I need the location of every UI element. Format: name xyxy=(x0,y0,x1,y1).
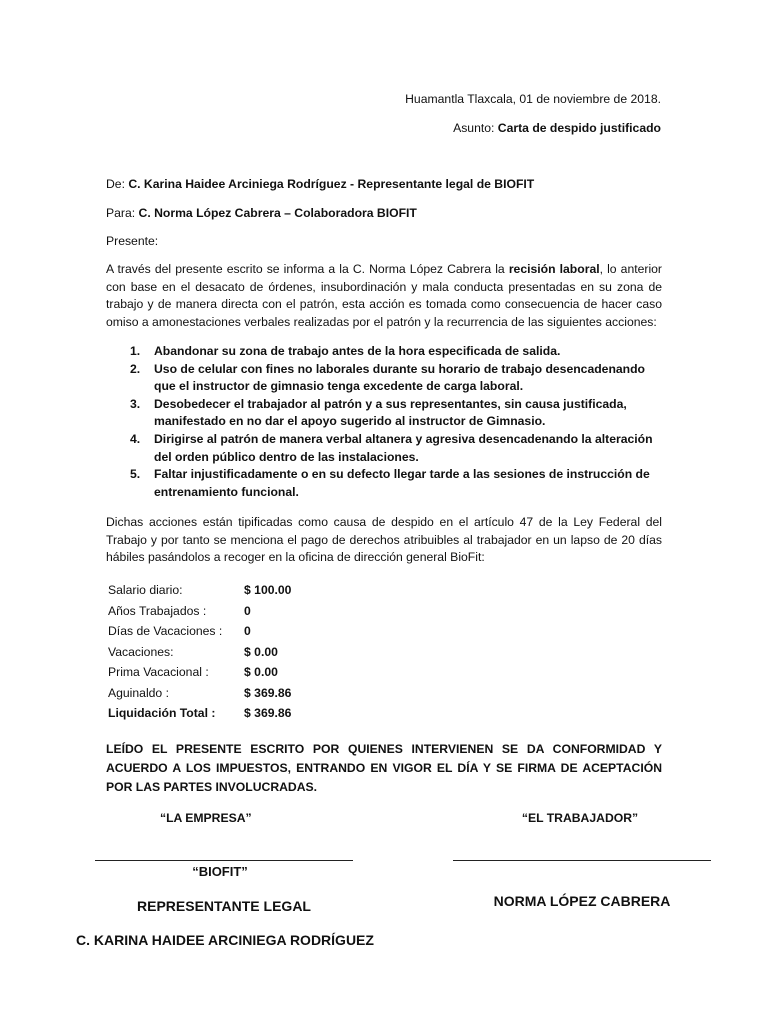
to-label: Para: xyxy=(106,206,139,220)
settlement-label: Vacaciones: xyxy=(108,644,174,659)
settlement-value: 0 xyxy=(244,603,251,618)
company-signature-line xyxy=(95,860,353,861)
intro-paragraph xyxy=(106,261,662,331)
settlement-value: $ 0.00 xyxy=(244,665,278,680)
agreement-paragraph: LEÍDO EL PRESENTE ESCRITO POR QUIENES INTERVIENEN SE DA CONFORMIDAD Y ACUERDO A LOS IMPUESTOS, ENTRANDO EN VIGOR EL DÍA Y SE FIRMA DE ACEPTACIÓN POR LAS PARTES INVOLUCRADAS. xyxy=(106,742,662,794)
list-item-text: Desobedecer el trabajador al patrón y a sus representantes, sin causa justificada, manifestado en no dar el apoyo sugerido al instructor de Gimnasio. xyxy=(154,396,627,429)
list-item-number: 2. xyxy=(130,361,141,376)
subject-label: Asunto: xyxy=(453,121,498,135)
list-item-text: Faltar injustificadamente o en su defecto llegar tarde a las sesiones de instrucción de entrenamiento funcional. xyxy=(154,467,650,499)
list-item xyxy=(130,361,662,396)
table-row xyxy=(104,601,295,622)
company-role: REPRESENTANTE LEGAL xyxy=(137,898,311,914)
list-item-number: 3. xyxy=(130,396,141,411)
worker-signature-line xyxy=(453,860,711,861)
company-name: “BIOFIT” xyxy=(192,864,248,879)
to-text: C. Norma López Cabrera – Colaboradora BIOFIT xyxy=(138,206,417,220)
list-item-number: 4. xyxy=(130,431,141,446)
settlement-total-label: Liquidación Total : xyxy=(108,706,216,721)
list-item xyxy=(130,466,662,501)
table-row xyxy=(104,642,295,663)
settlement-label: Días de Vacaciones : xyxy=(108,624,223,639)
settlement-total-value: $ 369.86 xyxy=(244,706,292,721)
list-item xyxy=(130,431,662,466)
settlement-label: Aguinaldo : xyxy=(108,685,169,700)
intro-bold: recisión laboral xyxy=(508,262,600,276)
to-line xyxy=(106,205,417,223)
settlement-value: $ 369.86 xyxy=(244,685,292,700)
from-line xyxy=(106,176,534,194)
list-item-text: Abandonar su zona de trabajo antes de la hora especificada de salida. xyxy=(154,344,561,358)
settlement-value: $ 100.00 xyxy=(244,583,292,598)
settlement-value: 0 xyxy=(244,624,251,639)
from-text: C. Karina Haidee Arciniega Rodríguez - Representante legal de BIOFIT xyxy=(128,177,535,191)
actions-list xyxy=(130,343,662,501)
list-item-text: Uso de celular con fines no laborales durante su horario de trabajo desencadenando que el instructor de gimnasio tenga excedente de carga laboral. xyxy=(154,361,646,394)
table-row xyxy=(104,580,295,601)
settlement-value: $ 0.00 xyxy=(244,644,278,659)
list-item xyxy=(130,343,662,361)
party-company-label: “LA EMPRESA” xyxy=(160,811,252,825)
intro-text-b: , lo anterior con base en el desacato de órdenes, insubordinación y mala conducta presentadas en su zona de trabajo y de manera directa con el patrón, esta acción es tomada como consecuencia de hacer caso omiso a amonestaciones verbales realizadas por el patrón y la recurrencia de las siguientes acciones: xyxy=(106,262,662,329)
from-label: De: xyxy=(106,177,129,191)
list-item xyxy=(130,396,662,431)
company-signer: C. KARINA HAIDEE ARCINIEGA RODRÍGUEZ xyxy=(76,932,374,948)
settlement-label: Prima Vacacional : xyxy=(108,665,209,680)
list-item-number: 1. xyxy=(130,344,141,358)
list-item-text: Dirigirse al patrón de manera verbal altanera y agresiva desencadenando la alteración del orden público dentro de las instalaciones. xyxy=(154,431,653,464)
greeting: Presente: xyxy=(106,234,159,248)
place-date: Huamantla Tlaxcala, 01 de noviembre de 2018. xyxy=(405,92,661,106)
legal-paragraph: Dichas acciones están tipificadas como causa de despido en el artículo 47 de la Ley Federal del Trabajo y por tanto se menciona el pago de derechos atribuibles al trabajador en un lapso de 20 días hábiles pasándolos a recoger en la oficina de dirección general BioFit: xyxy=(106,515,662,565)
table-row xyxy=(104,662,295,683)
settlement-label: Salario diario: xyxy=(108,583,183,598)
subject-line xyxy=(453,120,661,138)
worker-name: NORMA LÓPEZ CABRERA xyxy=(493,893,671,909)
settlement-table xyxy=(104,580,295,724)
list-item-number: 5. xyxy=(130,467,141,482)
table-row xyxy=(104,621,295,642)
subject-text: Carta de despido justificado xyxy=(497,121,661,135)
party-worker-label: “EL TRABAJADOR” xyxy=(521,811,639,825)
settlement-label: Años Trabajados : xyxy=(108,603,207,618)
table-row xyxy=(104,683,295,704)
table-row xyxy=(104,703,295,724)
intro-text-a: A través del presente escrito se informa a la C. Norma López Cabrera la xyxy=(106,262,509,276)
